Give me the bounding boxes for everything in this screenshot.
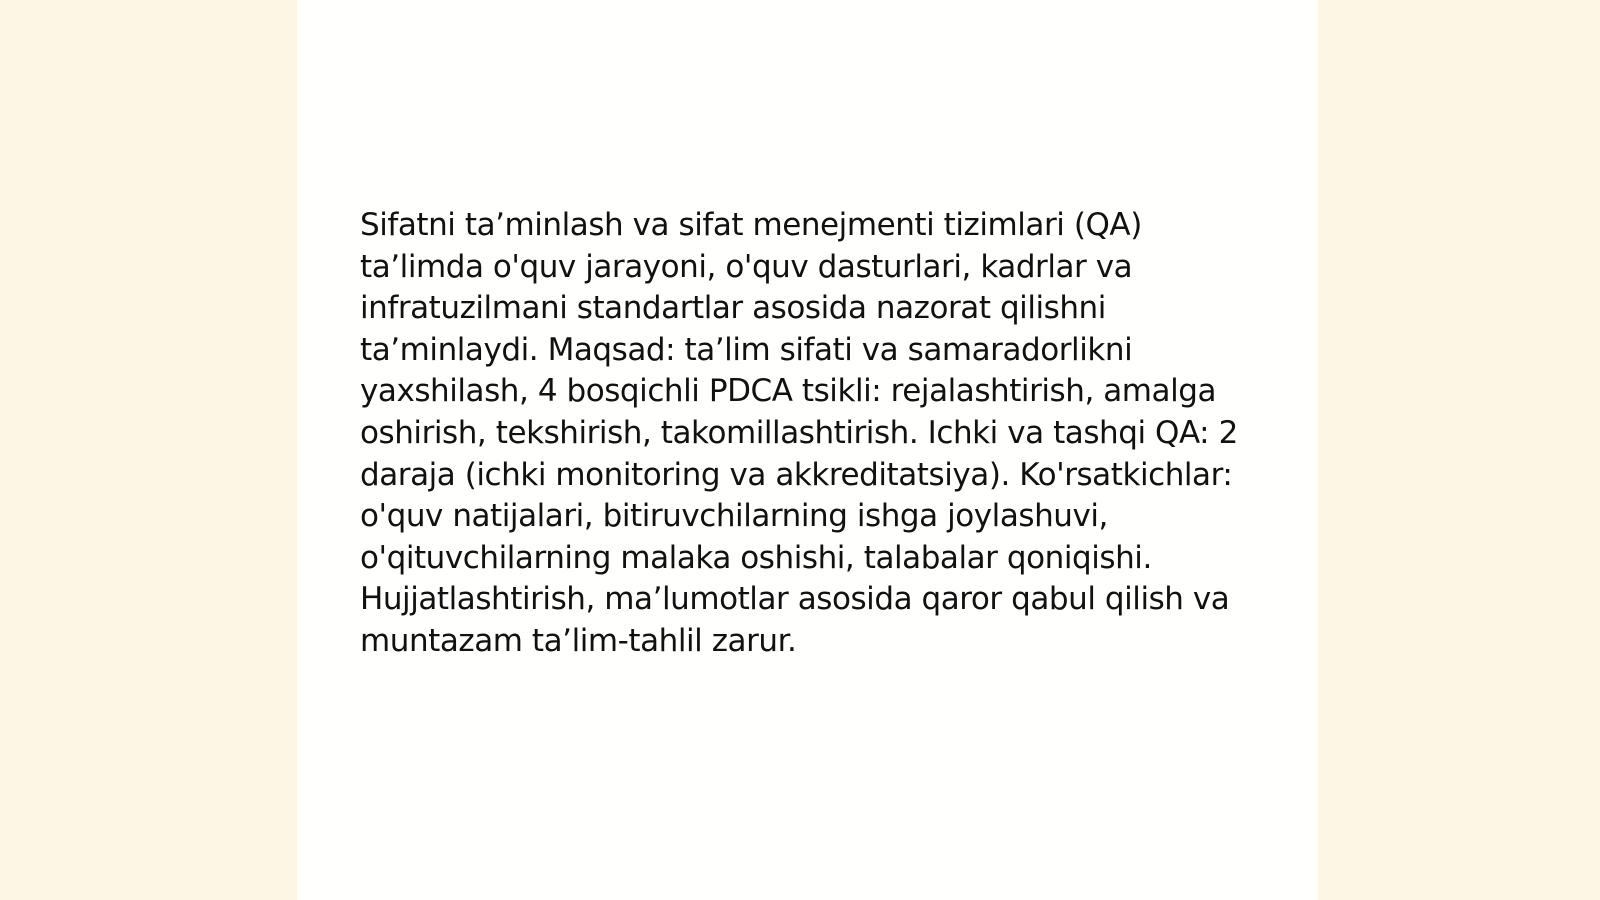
body-paragraph: Sifatni ta’minlash va sifat menejmenti tizimlari (QA) ta’limda o'quv jarayoni, o'quv dasturlari, kadrlar va infratuzilmani standartlar asosida nazorat qilishni ta’minlaydi. Maqsad: ta’lim sifati va samaradorlikni yaxshilash, 4 bosqichli PDCA tsikli: rejalashtirish, amalga oshirish, tekshirish, takomillashtirish. Ichki va tashqi QA: 2 daraja (ichki monitoring va akkreditatsiya). Ko'rsatkichlar: o'quv natijalari, bitiruvchilarning ishga joylashuvi, o'qituvchilarning malaka oshishi, talabalar qoniqishi. Hujjatlashtirish, ma’lumotlar asosida qaror qabul qilish va muntazam ta’lim-tahlil zarur. bbox=[360, 207, 1238, 659]
document-page bbox=[297, 0, 1318, 900]
left-margin bbox=[0, 0, 297, 900]
right-margin bbox=[1318, 0, 1600, 900]
